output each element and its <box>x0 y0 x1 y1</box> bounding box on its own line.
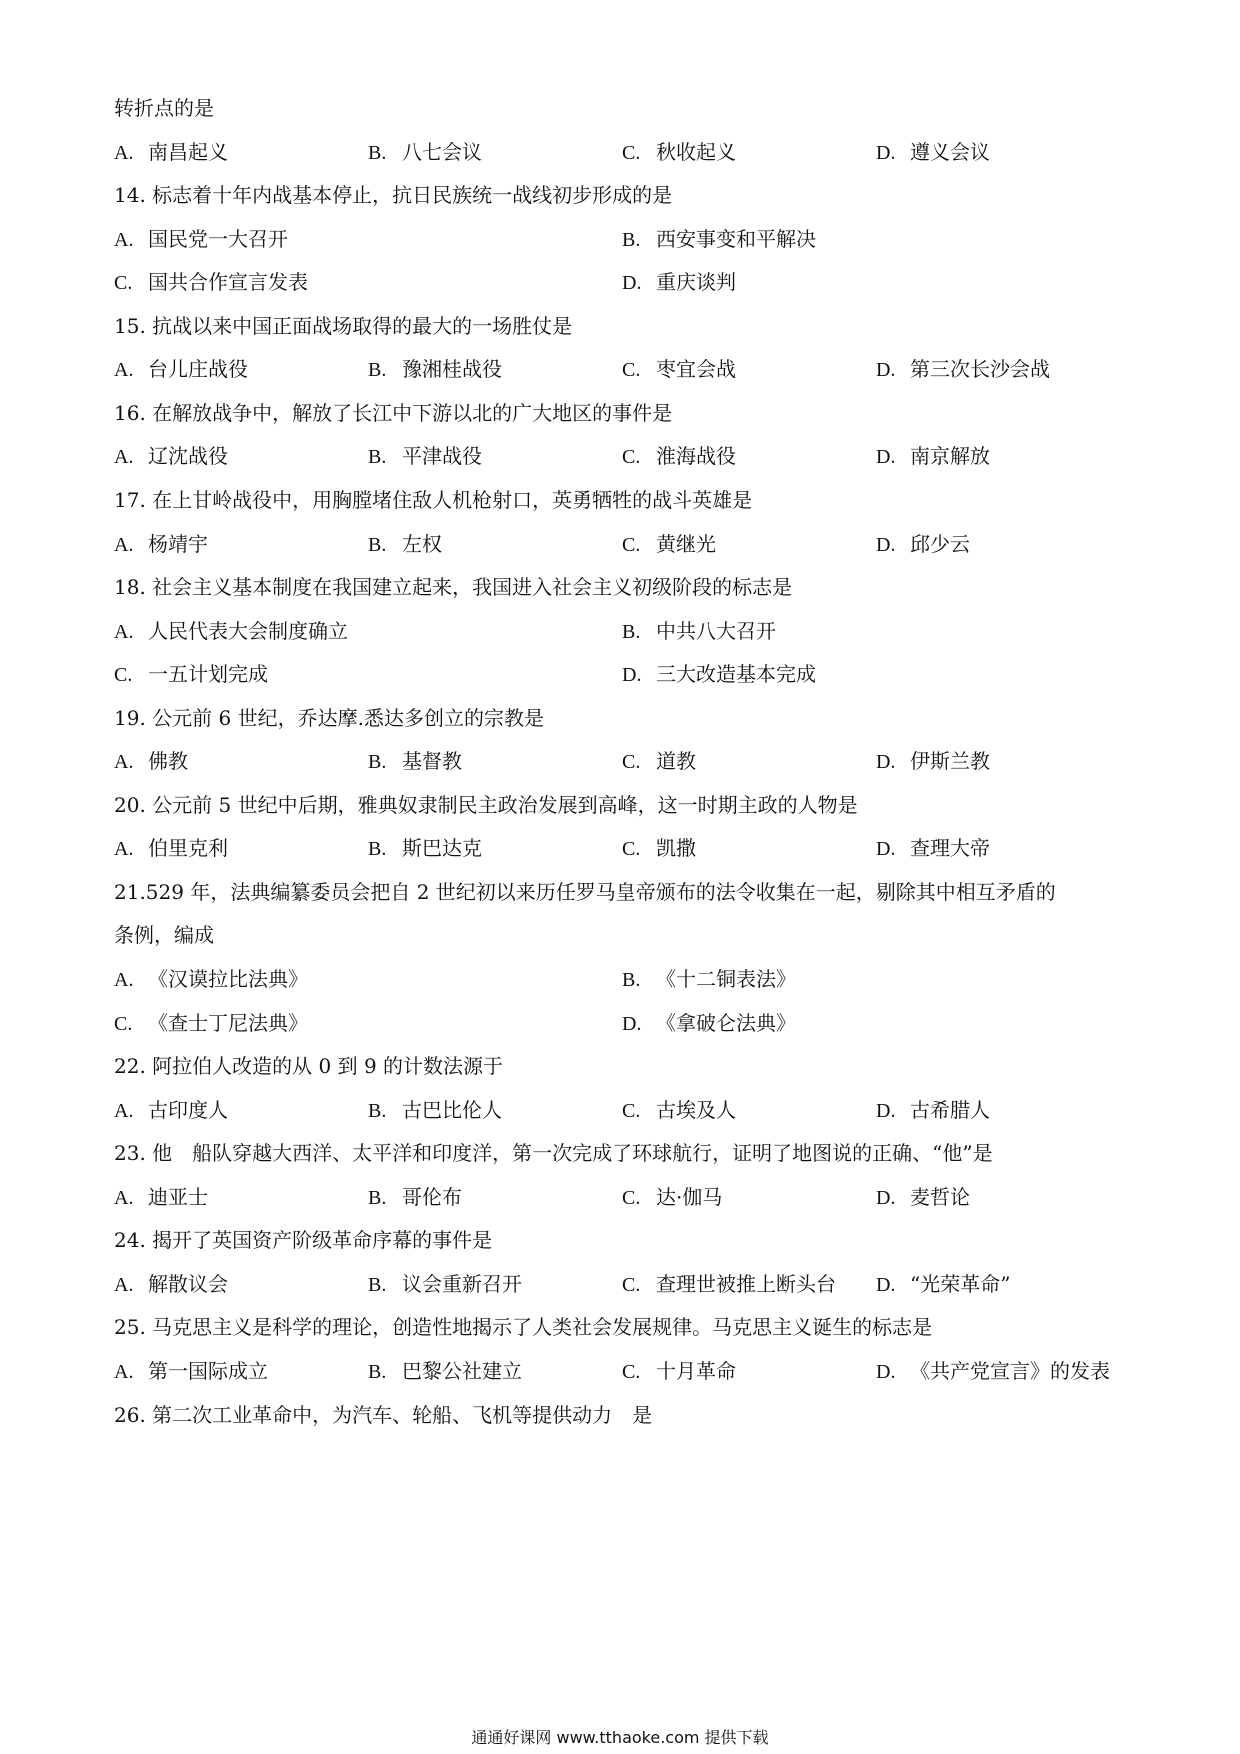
option-letter: D. <box>876 1274 896 1296</box>
option-text: 古印度人 <box>148 1098 228 1122</box>
option-text: 国民党一大召开 <box>148 227 288 251</box>
answer-option <box>368 530 442 559</box>
answer-option <box>368 355 502 384</box>
option-text: 一五计划完成 <box>148 662 268 686</box>
option-letter: B. <box>368 1187 387 1209</box>
answer-option <box>876 1096 990 1125</box>
option-letter: D. <box>876 359 896 381</box>
option-text: 左权 <box>402 532 442 556</box>
option-text: 伯里克利 <box>148 836 228 860</box>
option-text: 古埃及人 <box>656 1098 736 1122</box>
option-text: 古巴比伦人 <box>402 1098 502 1122</box>
answer-option <box>368 1096 502 1125</box>
answer-option <box>114 225 288 254</box>
question-text: 26. 第二次工业革命中，为汽车、轮船、飞机等提供动力 是 <box>114 1403 653 1427</box>
option-letter: C. <box>622 751 641 773</box>
option-text: 台儿庄战役 <box>148 357 248 381</box>
option-letter: D. <box>622 272 642 294</box>
option-letter: B. <box>368 534 387 556</box>
option-text: 麦哲论 <box>910 1185 970 1209</box>
option-letter: B. <box>368 751 387 773</box>
answer-option <box>114 834 228 863</box>
option-text: 中共八大召开 <box>656 619 776 643</box>
option-letter: C. <box>114 272 133 294</box>
answer-option <box>622 530 716 559</box>
option-text: 邱少云 <box>910 532 970 556</box>
option-letter: A. <box>114 1361 134 1383</box>
answer-option <box>114 747 188 776</box>
option-text: 平津战役 <box>402 444 482 468</box>
option-text: 解散议会 <box>148 1272 228 1296</box>
option-text: 人民代表大会制度确立 <box>148 619 348 643</box>
option-letter: D. <box>876 142 896 164</box>
option-letter: B. <box>368 1274 387 1296</box>
answer-option <box>876 1270 1010 1299</box>
answer-option <box>876 442 990 471</box>
option-letter: C. <box>622 1187 641 1209</box>
page-footer: 通通好课网 www.tthaoke.com 提供下载 <box>471 1728 769 1747</box>
answer-option <box>876 1357 1110 1386</box>
answer-option <box>876 1183 970 1212</box>
question-text: 22. 阿拉伯人改造的从 0 到 9 的计数法源于 <box>114 1054 504 1078</box>
answer-option <box>622 965 796 994</box>
option-letter: C. <box>622 359 641 381</box>
option-text: 重庆谈判 <box>656 270 736 294</box>
option-letter: B. <box>368 1100 387 1122</box>
answer-option <box>368 138 482 167</box>
option-letter: D. <box>876 534 896 556</box>
option-letter: A. <box>114 1274 134 1296</box>
answer-option <box>368 747 462 776</box>
option-letter: D. <box>876 1187 896 1209</box>
option-letter: D. <box>876 751 896 773</box>
option-text: 八七会议 <box>402 140 482 164</box>
option-text: 《十二铜表法》 <box>656 967 796 991</box>
option-text: 斯巴达克 <box>402 836 482 860</box>
answer-option <box>114 660 268 689</box>
option-text: 凯撒 <box>656 836 696 860</box>
option-text: 巴黎公社建立 <box>402 1359 522 1383</box>
option-text: 第三次长沙会战 <box>910 357 1050 381</box>
answer-option <box>114 1096 228 1125</box>
option-letter: C. <box>622 1274 641 1296</box>
option-text: 迪亚士 <box>148 1185 208 1209</box>
option-text: 南京解放 <box>910 444 990 468</box>
answer-option <box>368 1183 462 1212</box>
option-letter: B. <box>622 969 641 991</box>
option-letter: C. <box>114 664 133 686</box>
option-letter: A. <box>114 229 134 251</box>
answer-option <box>622 660 816 689</box>
option-text: 枣宜会战 <box>656 357 736 381</box>
answer-option <box>622 1183 722 1212</box>
option-text: 遵义会议 <box>910 140 990 164</box>
answer-option <box>114 617 348 646</box>
question-text: 16. 在解放战争中，解放了长江中下游以北的广大地区的事件是 <box>114 401 673 425</box>
option-text: 国共合作宣言发表 <box>148 270 308 294</box>
option-letter: D. <box>622 664 642 686</box>
question-text: 17. 在上甘岭战役中，用胸膛堵住敌人机枪射口，英勇牺牲的战斗英雄是 <box>114 488 753 512</box>
answer-option <box>876 747 990 776</box>
option-text: 杨靖宇 <box>148 532 208 556</box>
option-text: 基督教 <box>402 749 462 773</box>
option-text: 道教 <box>656 749 696 773</box>
answer-option <box>622 747 696 776</box>
answer-option <box>876 355 1050 384</box>
question-text: 15. 抗战以来中国正面战场取得的最大的一场胜仗是 <box>114 314 573 338</box>
question-text: 23. 他 船队穿越大西洋、太平洋和印度洋，第一次完成了环球航行，证明了地图说的正确、“他”是 <box>114 1141 993 1165</box>
option-letter: A. <box>114 621 134 643</box>
question-text: 20. 公元前 5 世纪中后期，雅典奴隶制民主政治发展到高峰，这一时期主政的人物是 <box>114 793 858 817</box>
question-text: 24. 揭开了英国资产阶级革命序幕的事件是 <box>114 1228 493 1252</box>
option-letter: D. <box>622 1013 642 1035</box>
option-letter: A. <box>114 142 134 164</box>
option-letter: C. <box>622 1361 641 1383</box>
answer-option <box>622 225 816 254</box>
option-text: 第一国际成立 <box>148 1359 268 1383</box>
answer-option <box>114 1357 268 1386</box>
option-letter: D. <box>876 446 896 468</box>
option-letter: A. <box>114 838 134 860</box>
option-text: 秋收起义 <box>656 140 736 164</box>
option-letter: C. <box>114 1013 133 1035</box>
option-letter: B. <box>368 446 387 468</box>
answer-option <box>622 1270 836 1299</box>
option-letter: C. <box>622 446 641 468</box>
answer-option <box>876 834 990 863</box>
option-letter: A. <box>114 969 134 991</box>
answer-option <box>114 1183 208 1212</box>
option-letter: B. <box>622 621 641 643</box>
option-text: 佛教 <box>148 749 188 773</box>
answer-option <box>622 834 696 863</box>
answer-option <box>368 834 482 863</box>
question-text: 21.529 年，法典编纂委员会把自 2 世纪初以来历任罗马皇帝颁布的法令收集在一起，剔除其中相互矛盾的 <box>114 880 1056 904</box>
answer-option <box>622 1357 736 1386</box>
answer-option <box>622 442 736 471</box>
option-text: 议会重新召开 <box>402 1272 522 1296</box>
answer-option <box>114 1009 308 1038</box>
answer-option <box>622 1096 736 1125</box>
option-letter: C. <box>622 838 641 860</box>
option-text: 黄继光 <box>656 532 716 556</box>
option-text: 查理世被推上断头台 <box>656 1272 836 1296</box>
answer-option <box>114 138 228 167</box>
option-letter: D. <box>876 838 896 860</box>
answer-option <box>622 617 776 646</box>
option-text: 哥伦布 <box>402 1185 462 1209</box>
option-letter: B. <box>368 838 387 860</box>
option-letter: B. <box>368 142 387 164</box>
answer-option <box>368 1270 522 1299</box>
option-text: 十月革命 <box>656 1359 736 1383</box>
answer-option <box>622 1009 796 1038</box>
answer-option <box>114 1270 228 1299</box>
answer-option <box>622 138 736 167</box>
option-text: 《拿破仑法典》 <box>656 1011 796 1035</box>
question-text: 25. 马克思主义是科学的理论，创造性地揭示了人类社会发展规律。马克思主义诞生的标志是 <box>114 1315 933 1339</box>
question-text: 14. 标志着十年内战基本停止，抗日民族统一战线初步形成的是 <box>114 183 673 207</box>
option-text: 《共产党宣言》的发表 <box>910 1359 1110 1383</box>
answer-option <box>114 442 228 471</box>
question-text: 19. 公元前 6 世纪，乔达摩.悉达多创立的宗教是 <box>114 706 544 730</box>
option-text: 淮海战役 <box>656 444 736 468</box>
option-letter: C. <box>622 142 641 164</box>
answer-option <box>114 965 308 994</box>
question-text: 18. 社会主义基本制度在我国建立起来，我国进入社会主义初级阶段的标志是 <box>114 575 793 599</box>
question-text: 转折点的是 <box>114 96 214 120</box>
option-letter: A. <box>114 1187 134 1209</box>
option-text: 《汉谟拉比法典》 <box>148 967 308 991</box>
option-text: 查理大帝 <box>910 836 990 860</box>
option-letter: B. <box>622 229 641 251</box>
option-letter: A. <box>114 446 134 468</box>
answer-option <box>622 355 736 384</box>
option-letter: A. <box>114 359 134 381</box>
option-text: 辽沈战役 <box>148 444 228 468</box>
option-text: 古希腊人 <box>910 1098 990 1122</box>
option-letter: D. <box>876 1100 896 1122</box>
option-letter: C. <box>622 534 641 556</box>
answer-option <box>114 355 248 384</box>
option-letter: B. <box>368 359 387 381</box>
option-letter: D. <box>876 1361 896 1383</box>
answer-option <box>368 442 482 471</box>
option-letter: A. <box>114 534 134 556</box>
option-text: 南昌起义 <box>148 140 228 164</box>
answer-option <box>114 530 208 559</box>
option-text: 豫湘桂战役 <box>402 357 502 381</box>
option-letter: A. <box>114 751 134 773</box>
option-text: 西安事变和平解决 <box>656 227 816 251</box>
option-text: 三大改造基本完成 <box>656 662 816 686</box>
option-text: 达·伽马 <box>656 1185 723 1209</box>
answer-option <box>622 268 736 297</box>
answer-option <box>114 268 308 297</box>
answer-option <box>876 530 970 559</box>
answer-option <box>368 1357 522 1386</box>
option-letter: B. <box>368 1361 387 1383</box>
option-text: 伊斯兰教 <box>910 749 990 773</box>
option-letter: C. <box>622 1100 641 1122</box>
option-text: “光荣革命” <box>910 1272 1011 1296</box>
option-letter: A. <box>114 1100 134 1122</box>
question-text: 条例，编成 <box>114 923 214 947</box>
answer-option <box>876 138 990 167</box>
option-text: 《查士丁尼法典》 <box>148 1011 308 1035</box>
